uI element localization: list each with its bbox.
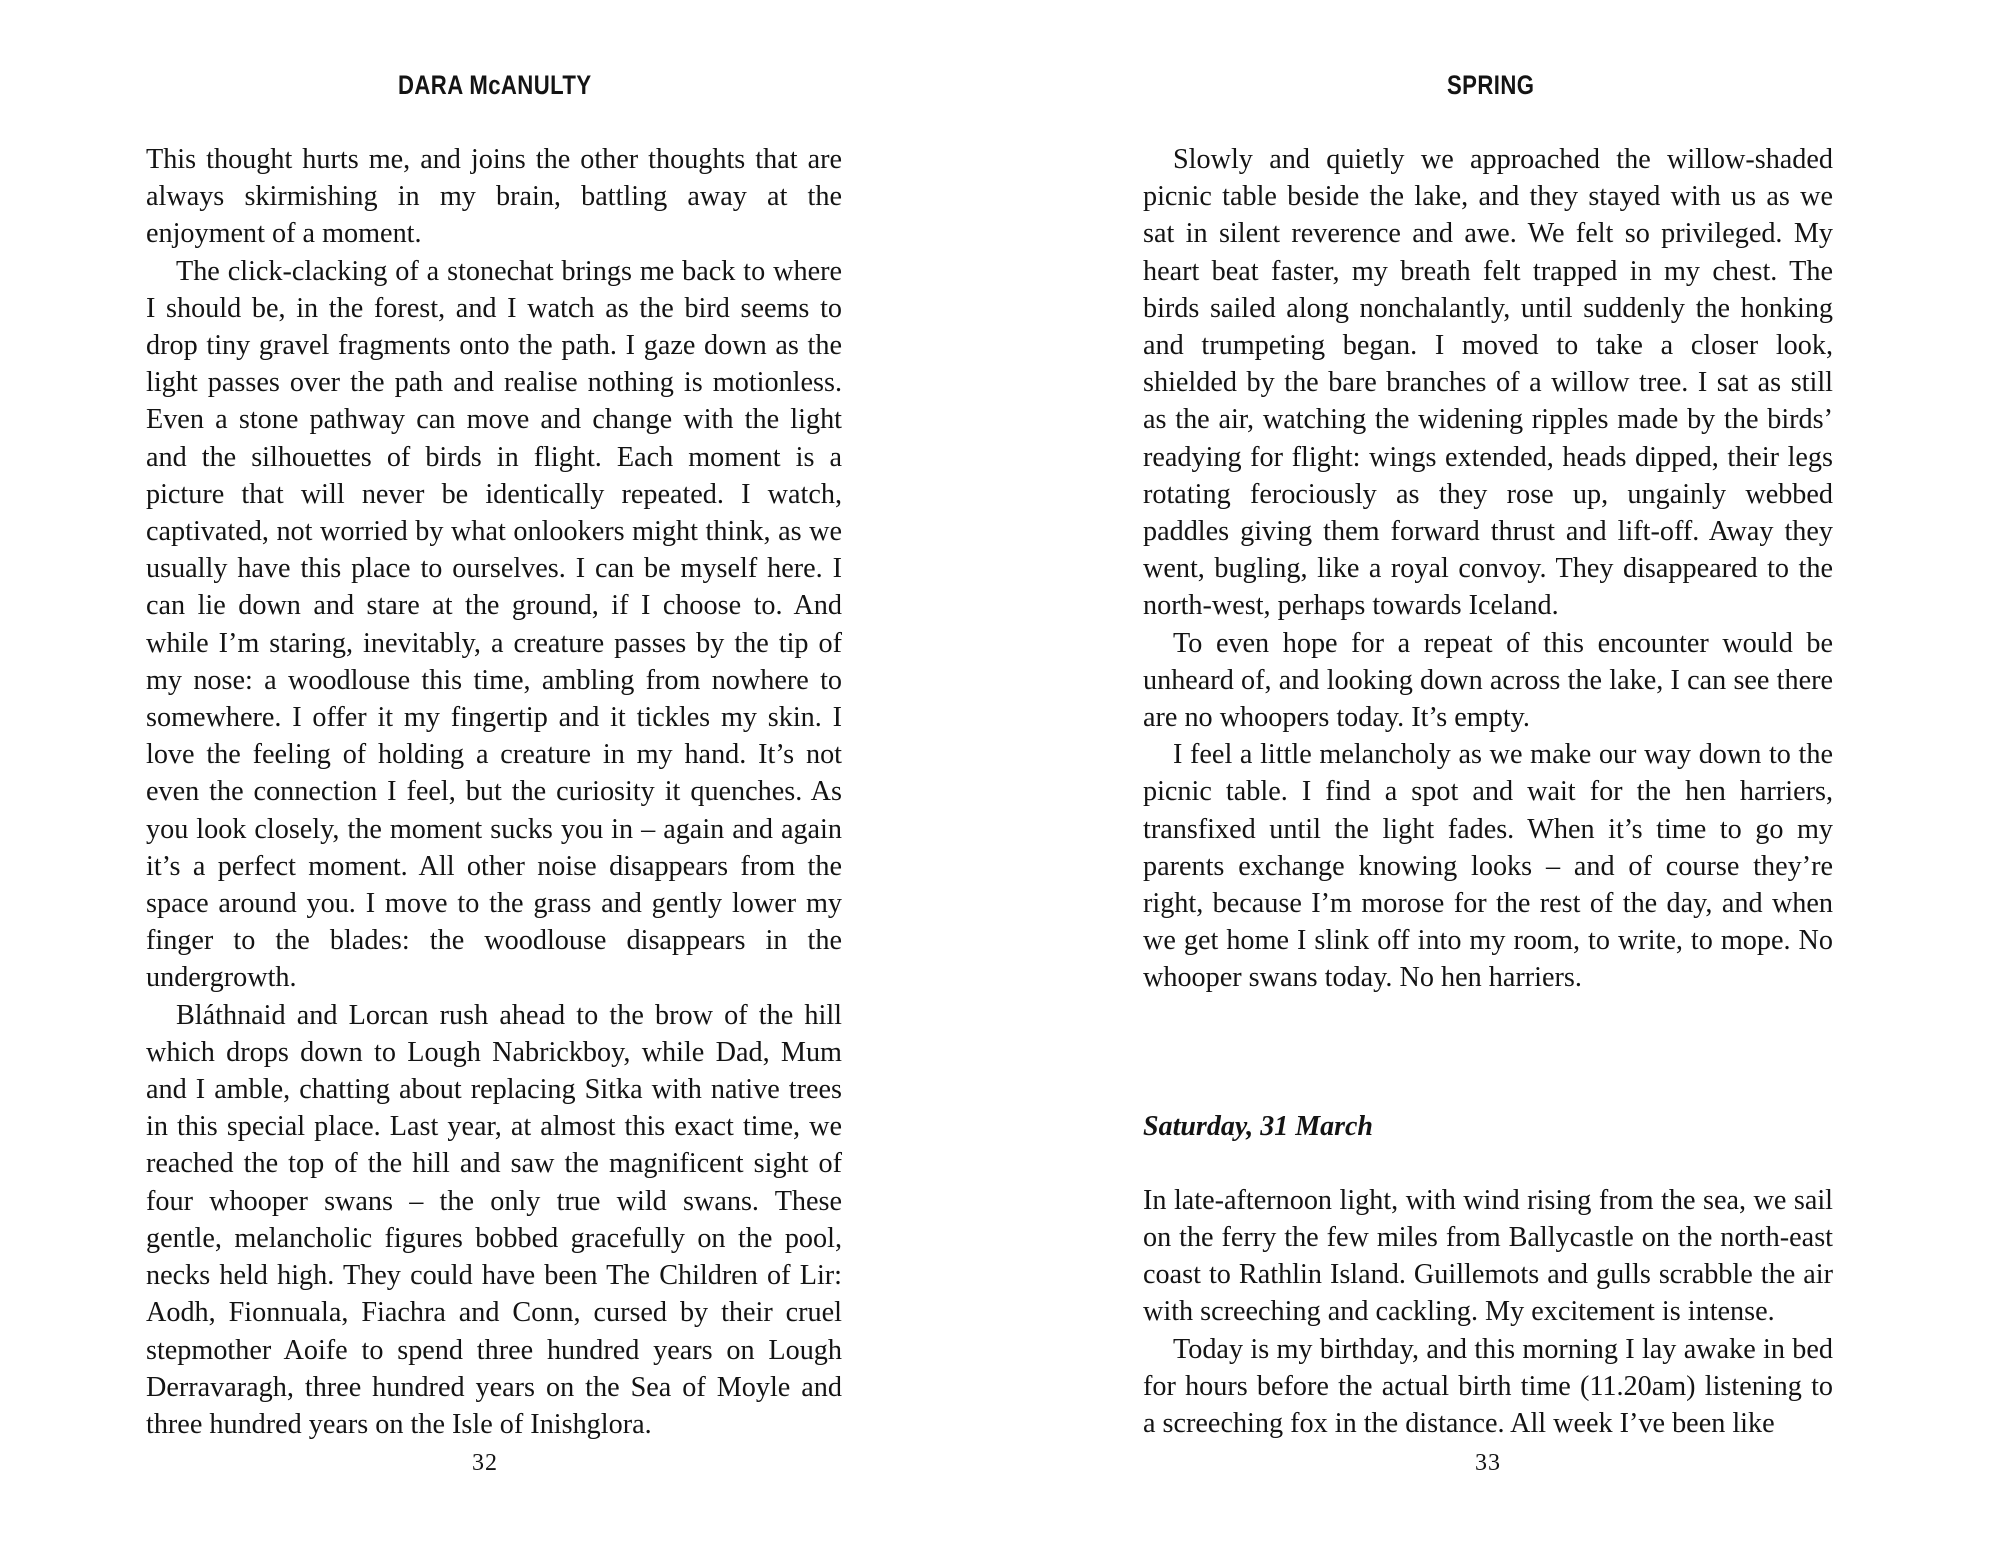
diary-date-heading: Saturday, 31 March [1143,1110,1374,1142]
paragraph: I feel a little melancholy as we make our way down to the picnic table. I find a spot and wait for the hen harriers, transfixed until the light fades. When it’s time to go my parents exchange knowing looks – and of course they’re right, because I’m morose for the rest of the day, and when we get home I slink off into my room, to write, to mope. No whooper swans today. No hen harriers. [1143,739,1833,994]
paragraph: Bláthnaid and Lorcan rush ahead to the brow of the hill which drops down to Lough Nabrickboy, while Dad, Mum and I amble, chatting about replacing Sitka with native trees in this special place. Last year, at almost this exact time, we reached the top of the hill and saw the magnificent sight of four whooper swans – the only true wild swans. These gentle, melancholic figures bobbed gracefully on the pool, necks held high. They could have been The Children of Lir: Aodh, Fionnuala, Fiachra and Conn, cursed by their cruel stepmother Aoife to spend three hundred years on Lough Derravaragh, three hundred years on the Sea of Moyle and three hundred years on the Isle of Inishglora. [146,999,842,1440]
page-number: 32 [472,1450,498,1476]
paragraph: Today is my birthday, and this morning I lay awake in bed for hours before the actual birth time (11.20am) listening to a screeching fox in the distance. All week I’ve been like [1143,1333,1833,1440]
paragraph: In late-afternoon light, with wind rising from the sea, we sail on the ferry the few miles from Ballycastle on the north-east coast to Rathlin Island. Guillemots and gulls scrabble the air with screeching and cackling. My excitement is intense. [1143,1184,1833,1328]
right-body-text [1143,141,1833,1442]
heading-spacer [1143,1145,1833,1182]
paragraph: Slowly and quietly we approached the willow-shaded picnic table beside the lake, and they stayed with us as we sat in silent reverence and awe. We felt so privileged. My heart beat faster, my breath felt trapped in my chest. The birds sailed along nonchalantly, until suddenly the honking and trumpeting began. I moved to take a closer look, shielded by the bare branches of a willow tree. I sat as still as the air, watching the widening ripples made by the birds’ readying for flight: wings extended, heads dipped, their legs rotating ferociously as they rose up, ungainly webbed paddles giving them forward thrust and lift-off. Away they went, bugling, like a royal convoy. They disappeared to the north-west, perhaps towards Iceland. [1143,144,1833,622]
section-break [1143,997,1833,1108]
paragraph: To even hope for a repeat of this encounter would be unheard of, and looking down across the lake, I can see there are no whoopers today. It’s empty. [1143,627,1833,734]
running-head-section: SPRING [1447,70,1535,100]
paragraph: The click-clacking of a stonechat brings me back to where I should be, in the forest, and I watch as the bird seems to drop tiny gravel fragments onto the path. I gaze down as the light passes over the path and realise nothing is motionless. Even a stone pathway can move and change with the light and the silhouettes of birds in flight. Each moment is a picture that will never be identically repeated. I watch, captivated, not worried by what onlookers might think, as we usually have this place to ourselves. I can be myself here. I can lie down and stare at the ground, if I choose to. And while I’m staring, inevitably, a creature passes by the tip of my nose: a woodlouse this time, ambling from nowhere to somewhere. I offer it my fingertip and it tickles my skin. I love the feeling of holding a creature in my hand. It’s not even the connection I feel, but the curiosity it quenches. As you look closely, the moment sucks you in – again and again it’s a perfect moment. All other noise disappears from the space around you. I move to the grass and gently lower my finger to the blades: the woodlouse disappears in the undergrowth. [146,255,842,994]
right-page [1000,0,2000,1556]
paragraph: This thought hurts me, and joins the other thoughts that are always skirmishing in my brain, battling away at the enjoyment of a moment. [146,144,842,250]
page-number: 33 [1475,1450,1501,1476]
running-head-author: DARA McANULTY [398,70,592,100]
left-body-text [146,141,842,1443]
